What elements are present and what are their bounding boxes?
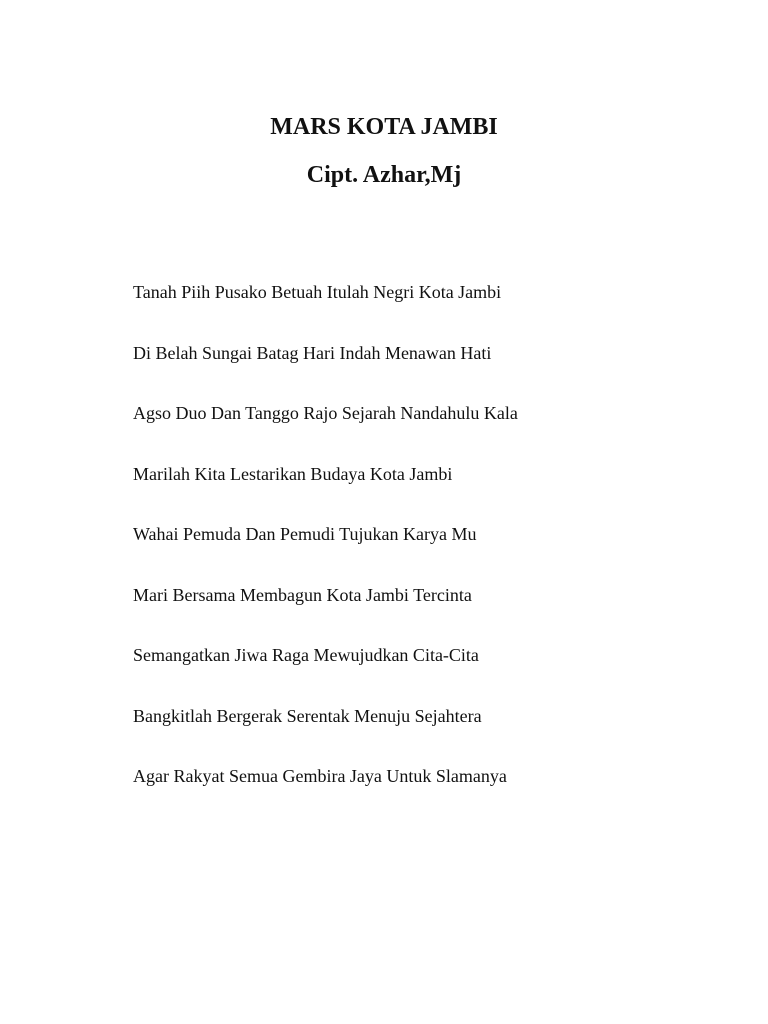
lyric-line: Agso Duo Dan Tanggo Rajo Sejarah Nandahulu Kala [133,403,518,423]
lyric-line: Mari Bersama Membagun Kota Jambi Tercinta [133,584,472,605]
lyric-line: Agar Rakyat Semua Gembira Jaya Untuk Slamanya [133,766,507,786]
song-title: MARS KOTA JAMBI [270,114,498,140]
composer-credit: Cipt. Azhar,Mj [306,162,462,188]
lyric-line: Marilah Kita Lestarikan Budaya Kota Jambi [133,463,453,484]
lyrics-list [133,280,518,825]
lyric-line: Wahai Pemuda Dan Pemudi Tujukan Karya Mu [133,524,477,544]
lyric-line: Semangatkan Jiwa Raga Mewujudkan Cita-Cita [133,645,479,665]
lyric-line: Di Belah Sungai Batag Hari Indah Menawan Hati [133,342,492,363]
lyric-line: Tanah Piih Pusako Betuah Itulah Negri Kota Jambi [133,282,502,302]
lyric-line: Bangkitlah Bergerak Serentak Menuju Sejahtera [133,705,482,726]
